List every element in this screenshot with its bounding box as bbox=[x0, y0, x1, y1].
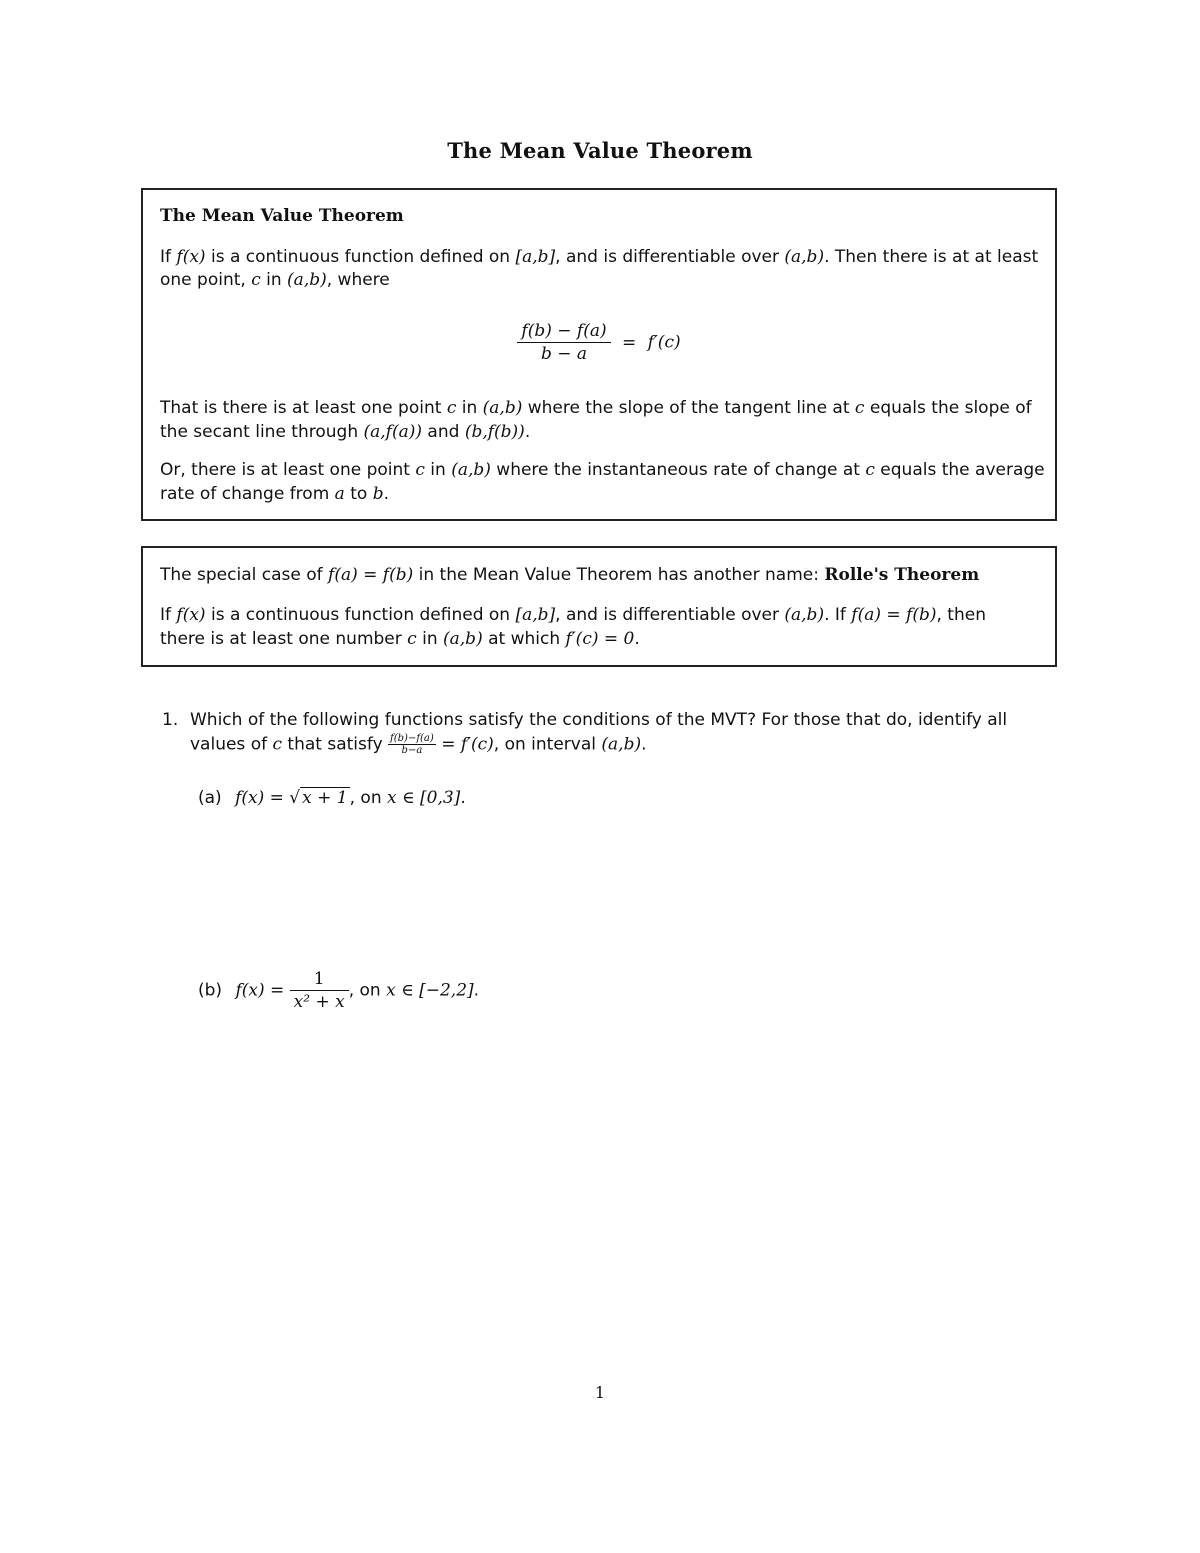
mvt-rate-line-2: rate of change from a to b. bbox=[160, 484, 389, 504]
part-a-label: (a) bbox=[198, 788, 222, 808]
part-b-fraction: $\frac{1}{\text{x² + x}}$ bbox=[290, 968, 349, 1013]
question-1-number: 1. bbox=[162, 710, 179, 730]
part-a: (a) f(x) = √ x + 1 , on x ∈ [0,3]. bbox=[198, 788, 466, 808]
rolle-theorem-name: Rolle's Theorem bbox=[824, 565, 980, 585]
mvt-fraction: $\frac{f(b) - f(a)}{b - a}$ bbox=[517, 320, 610, 365]
question-1-line-1: Which of the following functions satisfy the conditions of the MVT? For those that do, identify all bbox=[190, 710, 1008, 730]
rolle-theorem-box bbox=[141, 546, 1057, 667]
part-b-label: (b) bbox=[198, 980, 223, 1001]
question-1-line-2: values of c that satisfy $\frac{f(b)-f(a)}{b-a}$ = f′(c), on interval (a,b). bbox=[190, 733, 647, 756]
mvt-equation: $\frac{f(b) - f(a)}{b - a}$ = f′(c) bbox=[143, 320, 1055, 365]
mvt-box-heading: The Mean Value Theorem bbox=[160, 206, 404, 226]
rolle-statement-line-1: If f(x) is a continuous function defined on [a,b], and is differentiable over (a,b). If f(a) = f(b), then bbox=[160, 605, 986, 625]
part-b: (b) f(x) = $\frac{1}{\text{x² + x}}$ , on x ∈ [−2,2]. bbox=[198, 969, 480, 1012]
mvt-theorem-box bbox=[141, 188, 1057, 521]
mvt-rate-line-1: Or, there is at least one point c in (a,b) where the instantaneous rate of change at c equals the average bbox=[160, 460, 1045, 480]
mvt-tangent-line-2: the secant line through (a,f(a)) and (b,f(b)). bbox=[160, 422, 531, 442]
mvt-statement-line-2: one point, c in (a,b), where bbox=[160, 270, 390, 290]
rolle-intro-line: The special case of f(a) = f(b) in the Mean Value Theorem has another name: Rolle's Theorem bbox=[160, 565, 980, 585]
inline-mvt-fraction: $\frac{f(b)-f(a)}{b-a}$ bbox=[390, 733, 434, 756]
mvt-tangent-line-1: That is there is at least one point c in (a,b) where the slope of the tangent line at c equals the slope of bbox=[160, 398, 1032, 418]
page-number: 1 bbox=[594, 1383, 606, 1402]
mvt-statement-line-1: If f(x) is a continuous function defined on [a,b], and is differentiable over (a,b). Then there is at at least bbox=[160, 247, 1039, 267]
rolle-statement-line-2: there is at least one number c in (a,b) at which f′(c) = 0. bbox=[160, 629, 640, 649]
sqrt-sign: √ bbox=[289, 788, 301, 808]
page-title: The Mean Value Theorem bbox=[447, 138, 753, 163]
